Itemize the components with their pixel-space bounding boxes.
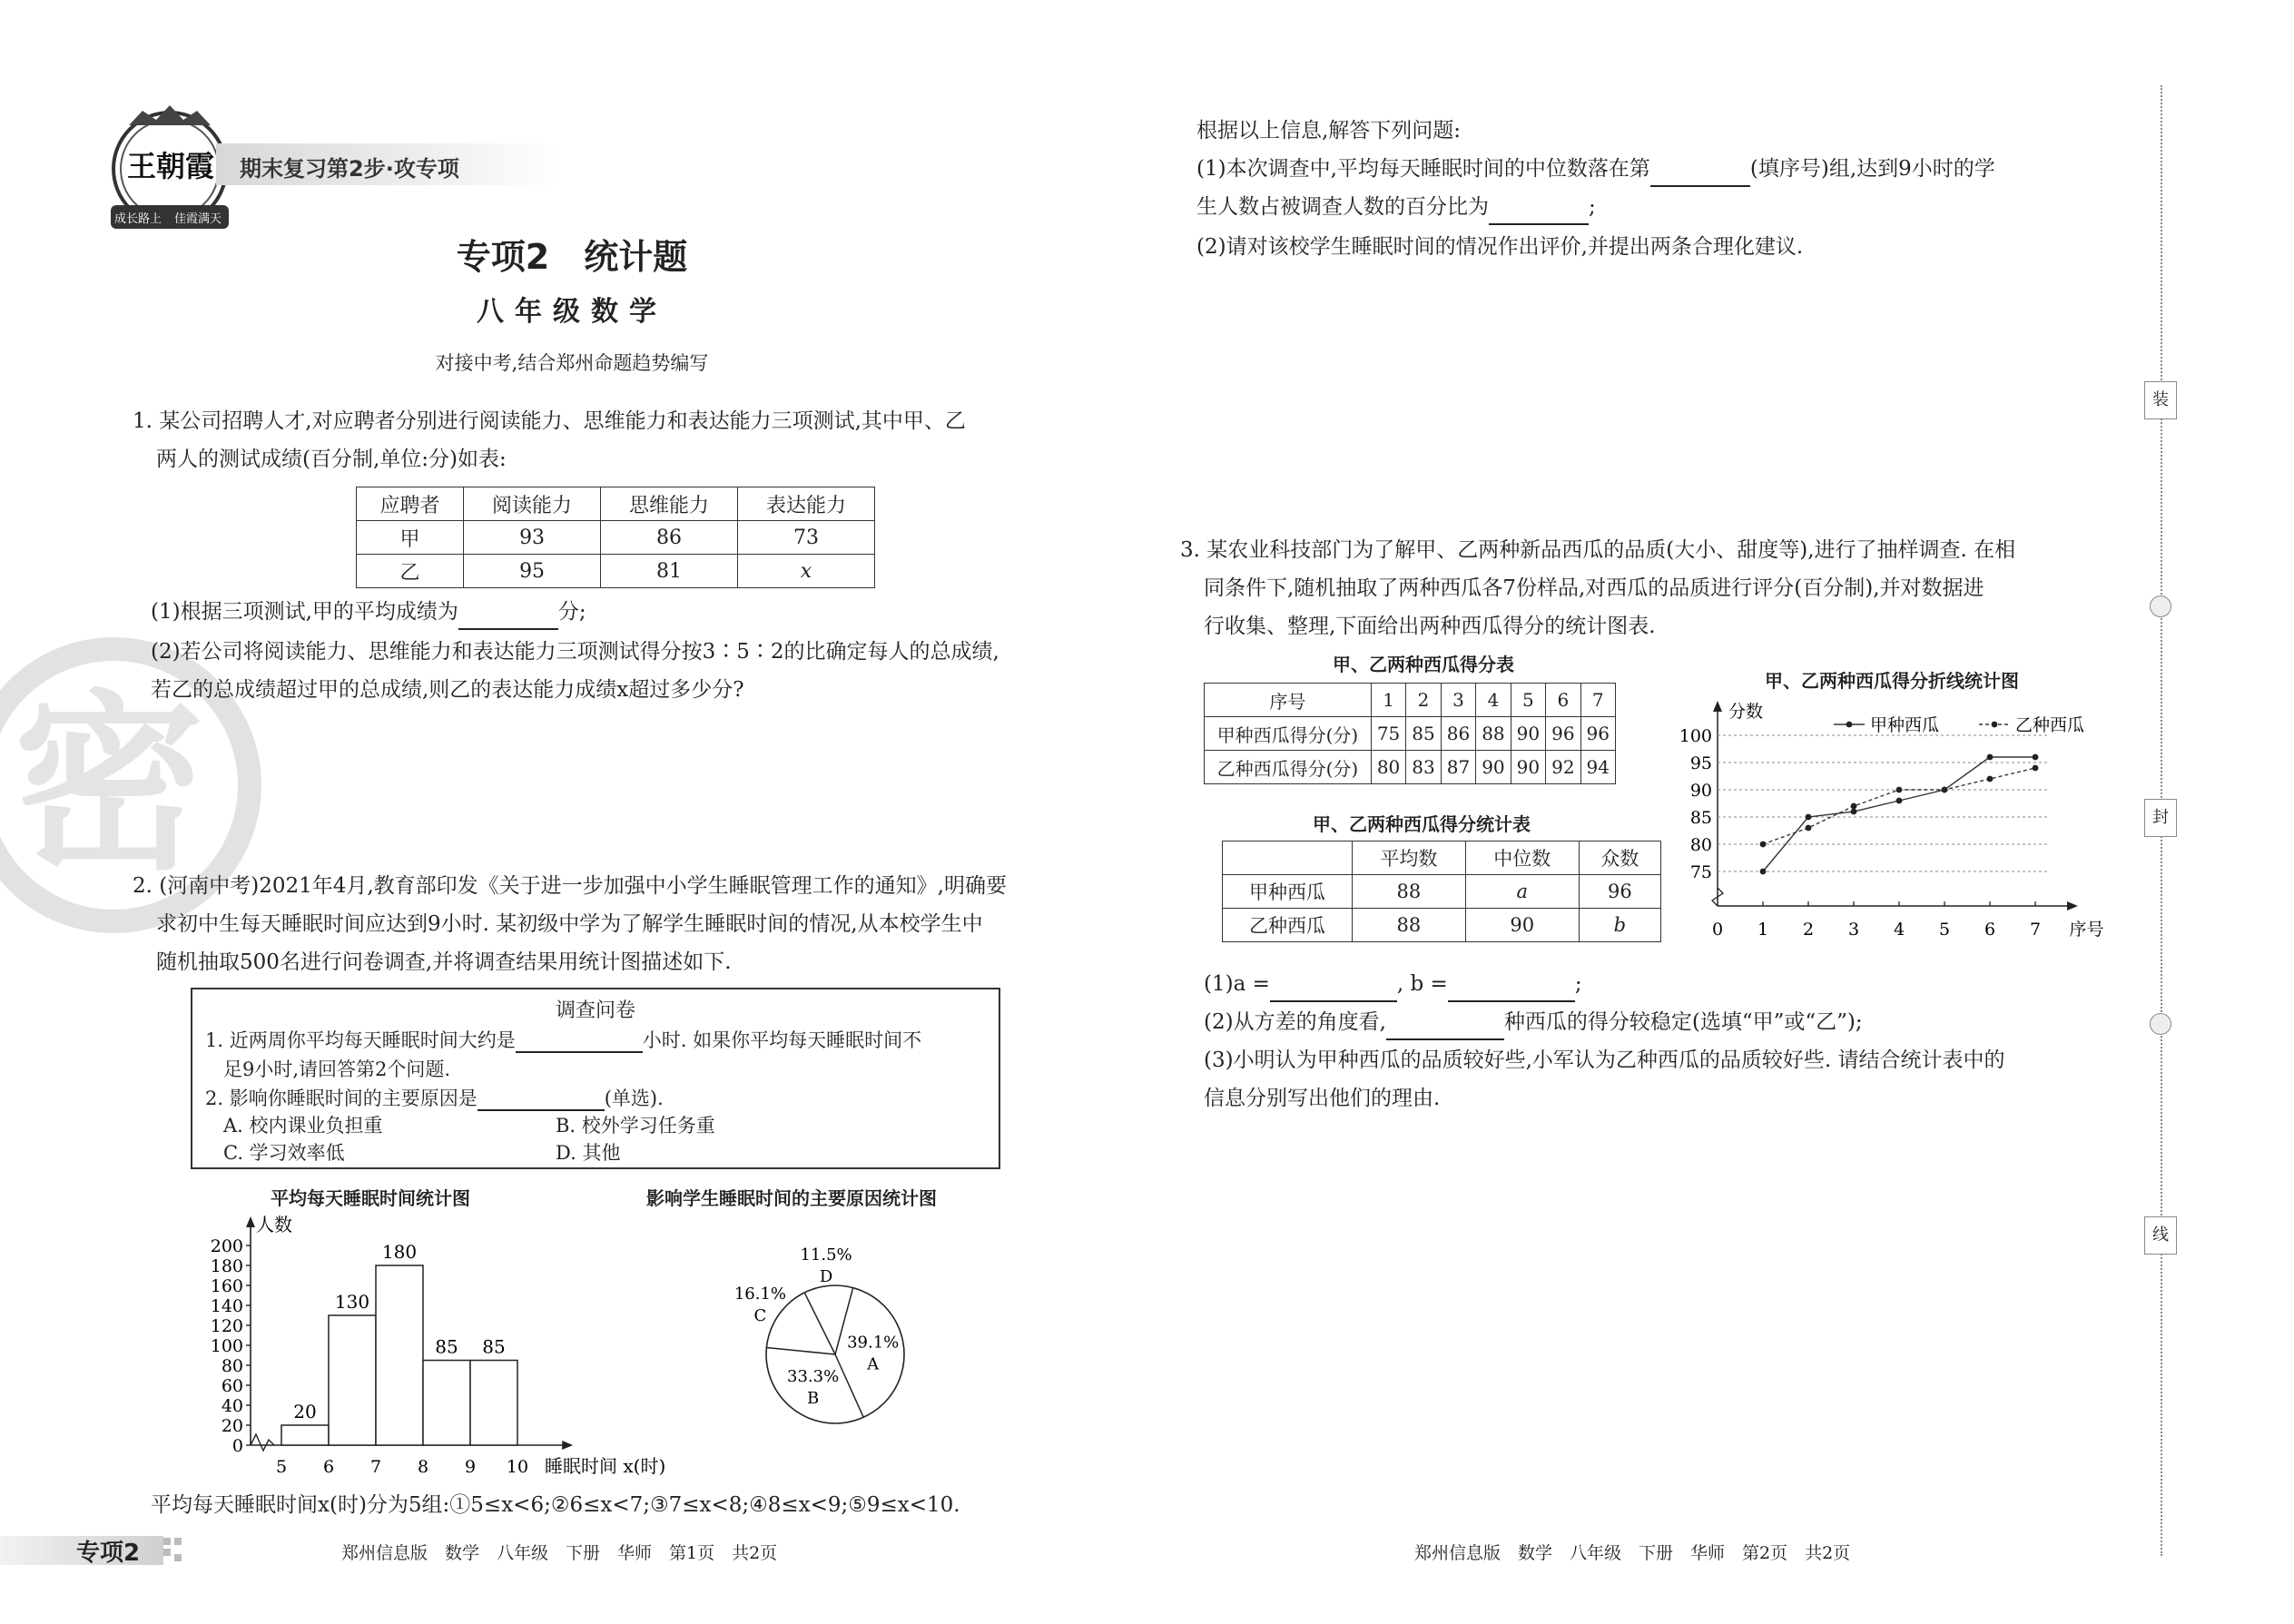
q2-followup-p2: (2)请对该校学生睡眠时间的情况作出评价,并提出两条合理化建议. [1196,235,1804,259]
table-cell: 86 [1441,717,1475,751]
bar-value-label: 20 [293,1401,317,1422]
table-cell: 83 [1406,751,1441,784]
q3-table2 [1222,841,1661,942]
y-tick-label: 80 [221,1356,243,1376]
table-cell: 81 [601,555,738,588]
q3-sub3-line1: (3)小明认为甲种西瓜的品质较好些,小军认为乙种西瓜的品质较好些. 请结合统计表中的 [1204,1048,2005,1072]
survey-q2-line [205,1084,664,1111]
binding-hole [2150,1013,2171,1035]
survey-q2-text-b: (单选). [604,1088,664,1109]
x-tick-label: 8 [417,1457,429,1477]
watermark-char: 密 [14,674,205,896]
y-tick-label: 90 [1689,781,1712,801]
y-tick-label: 85 [1689,808,1712,828]
y-tick-label: 100 [1679,726,1712,746]
q1-sub1-prefix: (1)根据三项测试,甲的平均成绩为 [151,600,458,624]
legend-marker [1846,722,1853,728]
binding-hole [2150,595,2171,617]
q3-blank-b[interactable] [1448,977,1575,1002]
table-header-cell: 序号 [1205,684,1372,717]
y-axis-label: 人数 [256,1214,292,1235]
table-cell: 90 [1511,717,1545,751]
q2-p1-blank-percent[interactable] [1489,200,1589,225]
pie-value-label: 16.1% [733,1284,787,1304]
q2-line3: 随机抽取500名进行问卷调查,并将调查结果用统计图描述如下. [156,950,732,974]
table-cell: 乙种西瓜得分(分) [1205,751,1372,784]
table-cell: 95 [464,555,601,588]
y-tick-label: 180 [210,1256,243,1276]
survey-q1-line2: 足9小时,请回答第2个问题. [223,1058,451,1080]
table-cell: 80 [1371,751,1405,784]
table-cell: 乙种西瓜 [1223,909,1353,942]
y-tick-label: 160 [210,1276,243,1296]
y-tick-label: 140 [210,1296,243,1316]
y-tick-label: 200 [210,1236,243,1256]
binding-mark-text: 装 [2152,390,2169,409]
data-point [1942,787,1948,793]
binding-mark-text: 封 [2152,808,2169,827]
survey-option-a: A. 校内课业负担重 [223,1115,383,1137]
bar-value-label: 85 [435,1335,458,1358]
series-line [1763,757,2035,871]
banner-text: 期末复习第2步·攻专项 [240,156,459,182]
table-cell: 88 [1353,909,1466,942]
table-header-cell [1223,842,1353,875]
header-banner [216,143,561,185]
q2-p1-text-b: (填序号)组,达到9小时的学 [1749,157,1995,181]
page-tagline: 对接中考,结合郑州命题趋势编写 [435,352,709,374]
q1-sub1 [151,594,586,630]
table-cell: 92 [1546,751,1580,784]
table-header-cell: 4 [1476,684,1511,717]
table-cell: 85 [1406,717,1441,751]
q2-p1-text-d: ; [1589,195,1596,219]
q3-sub2-b: 种西瓜的得分较稳定(选填“甲”或“乙”); [1503,1010,1863,1034]
footer-tag: 专项2 [76,1540,141,1567]
table-header-row [1205,684,1616,717]
table-row [357,521,875,555]
table-cell: 90 [1476,751,1511,784]
q2-footnote: 平均每天睡眠时间x(时)分为5组:①5≤x<6;②6≤x<7;③7≤x<8;④8≤x<9;⑤9≤x<10. [151,1493,960,1517]
q1-sub1-suffix: 分; [557,600,586,624]
q2-followup-p1-line2 [1196,189,1596,225]
histogram-bar [281,1425,329,1445]
data-point [1760,869,1767,875]
table-header-row [357,487,875,521]
q2-followup-p1-line1 [1196,151,1995,187]
table-header-cell: 6 [1546,684,1580,717]
x-axis-label: 序号 [2069,920,2104,940]
x-tick-label: 3 [1847,920,1860,940]
table-header-cell: 2 [1406,684,1441,717]
table-cell: b [1579,909,1660,942]
x-tick-label: 1 [1757,920,1769,940]
table-cell: 88 [1353,875,1466,909]
survey-box [191,988,1000,1169]
binding-mark-text: 线 [2152,1225,2169,1245]
survey-q1-blank[interactable] [516,1031,643,1053]
axis-break-icon [251,1434,274,1451]
logo-text: 王朝霞 [126,149,214,183]
table-cell: 90 [1465,909,1579,942]
histogram-bar [470,1361,517,1446]
pie-value-label: 11.5% [800,1245,852,1265]
q3-table1-title: 甲、乙两种西瓜得分表 [1333,654,1514,675]
q2-line2: 求初中生每天睡眠时间应达到9小时. 某初级中学为了解学生睡眠时间的情况,从本校学生中 [156,912,983,936]
pie-category-label: A [867,1354,880,1374]
binding-mark-xian [2144,1216,2177,1255]
x-tick-label: 9 [464,1457,477,1477]
table-row [357,555,875,588]
table-cell: 88 [1476,717,1511,751]
x-tick-label: 7 [2029,920,2042,940]
q1-sub1-blank[interactable] [458,605,558,630]
table-row [1205,751,1616,784]
data-point [1806,825,1812,832]
survey-q2-text: 2. 影响你睡眠时间的主要原因是 [205,1088,478,1109]
data-point [1851,809,1857,815]
survey-option-c: C. 学习效率低 [223,1142,345,1164]
x-tick-label: 7 [369,1457,382,1477]
table-header-cell: 3 [1441,684,1475,717]
table-header-cell: 应聘者 [357,487,464,521]
q3-line1: 3. 某农业科技部门为了解甲、乙两种新品西瓜的品质(大小、甜度等),进行了抽样调查. 在相 [1180,538,2016,562]
table-header-cell: 阅读能力 [464,487,601,521]
page-title: 专项2 统计题 [456,237,688,277]
q3-table2-title: 甲、乙两种西瓜得分统计表 [1313,813,1531,835]
legend-label: 甲种西瓜 [1870,715,1940,735]
table-cell: 96 [1580,717,1615,751]
table-cell: 甲 [357,521,464,555]
histogram-chart [182,1213,726,1481]
q1-table [356,487,875,588]
histogram-bar [423,1361,470,1446]
table-header-cell: 中位数 [1465,842,1579,875]
x-tick-label: 2 [1802,920,1815,940]
table-cell: a [1465,875,1579,909]
table-header-cell: 思维能力 [601,487,738,521]
table-header-cell: 1 [1371,684,1405,717]
footer-left-info: 郑州信息版 数学 八年级 下册 华师 第1页 共2页 [341,1543,778,1563]
table-cell: 73 [738,521,875,555]
x-tick-label: 6 [1984,920,1996,940]
y-tick-label: 75 [1689,862,1712,882]
y-tick-label: 40 [221,1396,243,1416]
bar-value-label: 130 [334,1291,370,1313]
data-point [2033,754,2039,761]
q2-p1-text-a: (1)本次调查中,平均每天睡眠时间的中位数落在第 [1196,157,1650,181]
x-axis-label: 睡眠时间 x(时) [545,1455,666,1477]
q3-sub2 [1204,1004,1863,1040]
table-cell: 75 [1371,717,1405,751]
q2-followup-intro: 根据以上信息,解答下列问题: [1196,119,1462,143]
data-point [1987,754,1994,761]
table-header-cell: 平均数 [1353,842,1466,875]
bar-value-label: 85 [482,1335,506,1358]
legend-marker [1992,722,1998,728]
pie-chart [690,1244,980,1462]
q3-line3: 行收集、整理,下面给出两种西瓜得分的统计图表. [1204,615,1656,638]
table-cell: 甲种西瓜 [1223,875,1353,909]
y-tick-label: 0 [231,1436,243,1456]
y-tick-label: 80 [1689,835,1712,855]
bar-value-label: 180 [381,1241,418,1263]
table-row [1223,875,1661,909]
table-row [1205,717,1616,751]
q3-sub3-line2: 信息分别写出他们的理由. [1204,1087,1441,1110]
q3-sub1 [1204,966,1582,1002]
pie-category-label: B [806,1388,820,1408]
survey-option-b: B. 校外学习任务重 [556,1115,715,1137]
data-point [1896,787,1903,793]
histogram-bar [329,1315,376,1445]
table-cell: 86 [601,521,738,555]
y-tick-label: 100 [210,1336,243,1356]
table-header-row [1223,842,1661,875]
q1-sub2-line1: (2)若公司将阅读能力、思维能力和表达能力三项测试得分按3∶5∶2的比确定每人的总成绩, [151,640,999,664]
legend-label: 乙种西瓜 [2015,715,2085,735]
y-tick-label: 95 [1689,753,1712,773]
q2-p1-text-c: 生人数占被调查人数的百分比为 [1196,195,1489,219]
histogram-bar [376,1265,423,1445]
q2-p1-blank-group[interactable] [1650,162,1750,187]
pie-title: 影响学生睡眠时间的主要原因统计图 [646,1187,937,1209]
x-axis-arrow [562,1441,573,1450]
survey-q2-blank[interactable] [478,1089,605,1111]
pie-category-label: D [819,1267,833,1287]
data-point [1806,814,1812,821]
q3-sub1-a: (1)a = [1204,972,1270,996]
q1-text-line1: 1. 某公司招聘人才,对应聘者分别进行阅读能力、思维能力和表达能力三项测试,其中甲、乙 [133,409,966,433]
pie-value-label: 33.3% [787,1366,840,1386]
histogram-title: 平均每天睡眠时间统计图 [271,1187,470,1209]
q1-sub2-line2: 若乙的总成绩超过甲的总成绩,则乙的表达能力成绩x超过多少分? [151,678,744,702]
table-cell: 乙 [357,555,464,588]
x-tick-label: 5 [1938,920,1951,940]
binding-mark-zhuang [2144,381,2177,419]
q3-blank-a[interactable] [1270,977,1397,1002]
y-tick-label: 20 [221,1416,243,1436]
binding-mark-feng [2144,799,2177,837]
q1-text-line2: 两人的测试成绩(百分制,单位:分)如表: [156,448,507,471]
table-cell: 94 [1580,751,1615,784]
survey-q1-text-b: 小时. 如果你平均每天睡眠时间不 [642,1029,922,1051]
table-header-cell: 5 [1511,684,1545,717]
y-tick-label: 120 [210,1316,243,1336]
table-cell: x [738,555,875,588]
y-axis-label: 分数 [1728,702,1764,722]
y-tick-label: 60 [221,1376,243,1396]
x-tick-label: 0 [1711,920,1724,940]
logo-motto-right: 佳霞满天 [174,212,222,226]
table-header-cell: 表达能力 [738,487,875,521]
table-cell: 96 [1546,717,1580,751]
table-header-cell: 7 [1580,684,1615,717]
q3-sub2-a: (2)从方差的角度看, [1204,1010,1386,1034]
survey-option-d: D. 其他 [556,1142,621,1164]
pie-value-label: 39.1% [847,1333,900,1353]
data-point [1851,803,1857,810]
line-chart [1670,697,2142,942]
line-chart-title: 甲、乙两种西瓜得分折线统计图 [1765,670,2019,692]
q3-sub1-b: , b = [1396,972,1448,996]
x-tick-label: 5 [275,1457,288,1477]
pie-category-label: C [753,1306,767,1326]
table-cell: 甲种西瓜得分(分) [1205,717,1372,751]
y-axis-arrow [1713,701,1722,712]
table-cell: 93 [464,521,601,555]
series-line [1763,768,2035,844]
data-point [1760,842,1767,848]
q3-blank-variance[interactable] [1386,1015,1504,1040]
table-cell: 90 [1511,751,1545,784]
survey-title: 调查问卷 [555,999,635,1022]
q3-line2: 同条件下,随机抽取了两种西瓜各7份样品,对西瓜的品质进行评分(百分制),并对数据进 [1204,576,1984,600]
q3-table1 [1204,683,1616,784]
table-header-cell: 众数 [1579,842,1660,875]
q2-line1: 2. (河南中考)2021年4月,教育部印发《关于进一步加强中小学生睡眠管理工作的通知》,明确要 [133,874,1007,898]
x-tick-label: 4 [1893,920,1905,940]
x-axis-arrow [2067,901,2078,910]
table-cell: 87 [1441,751,1475,784]
logo-motto-left: 成长路上 [114,212,162,226]
data-point [1987,776,1994,782]
data-point [2033,765,2039,772]
page-subtitle: 八年级数学 [477,296,667,328]
survey-q1-text: 1. 近两周你平均每天睡眠时间大约是 [205,1029,516,1051]
x-tick-label: 10 [506,1457,529,1477]
table-cell: 96 [1579,875,1660,909]
survey-q1-line1 [205,1026,921,1053]
q3-sub1-c: ; [1574,972,1582,996]
footer-squares [163,1538,185,1563]
y-axis-arrow [246,1216,255,1227]
table-row [1223,909,1661,942]
data-point [1896,798,1903,804]
x-tick-label: 6 [322,1457,335,1477]
footer-right-info: 郑州信息版 数学 八年级 下册 华师 第2页 共2页 [1414,1543,1851,1563]
